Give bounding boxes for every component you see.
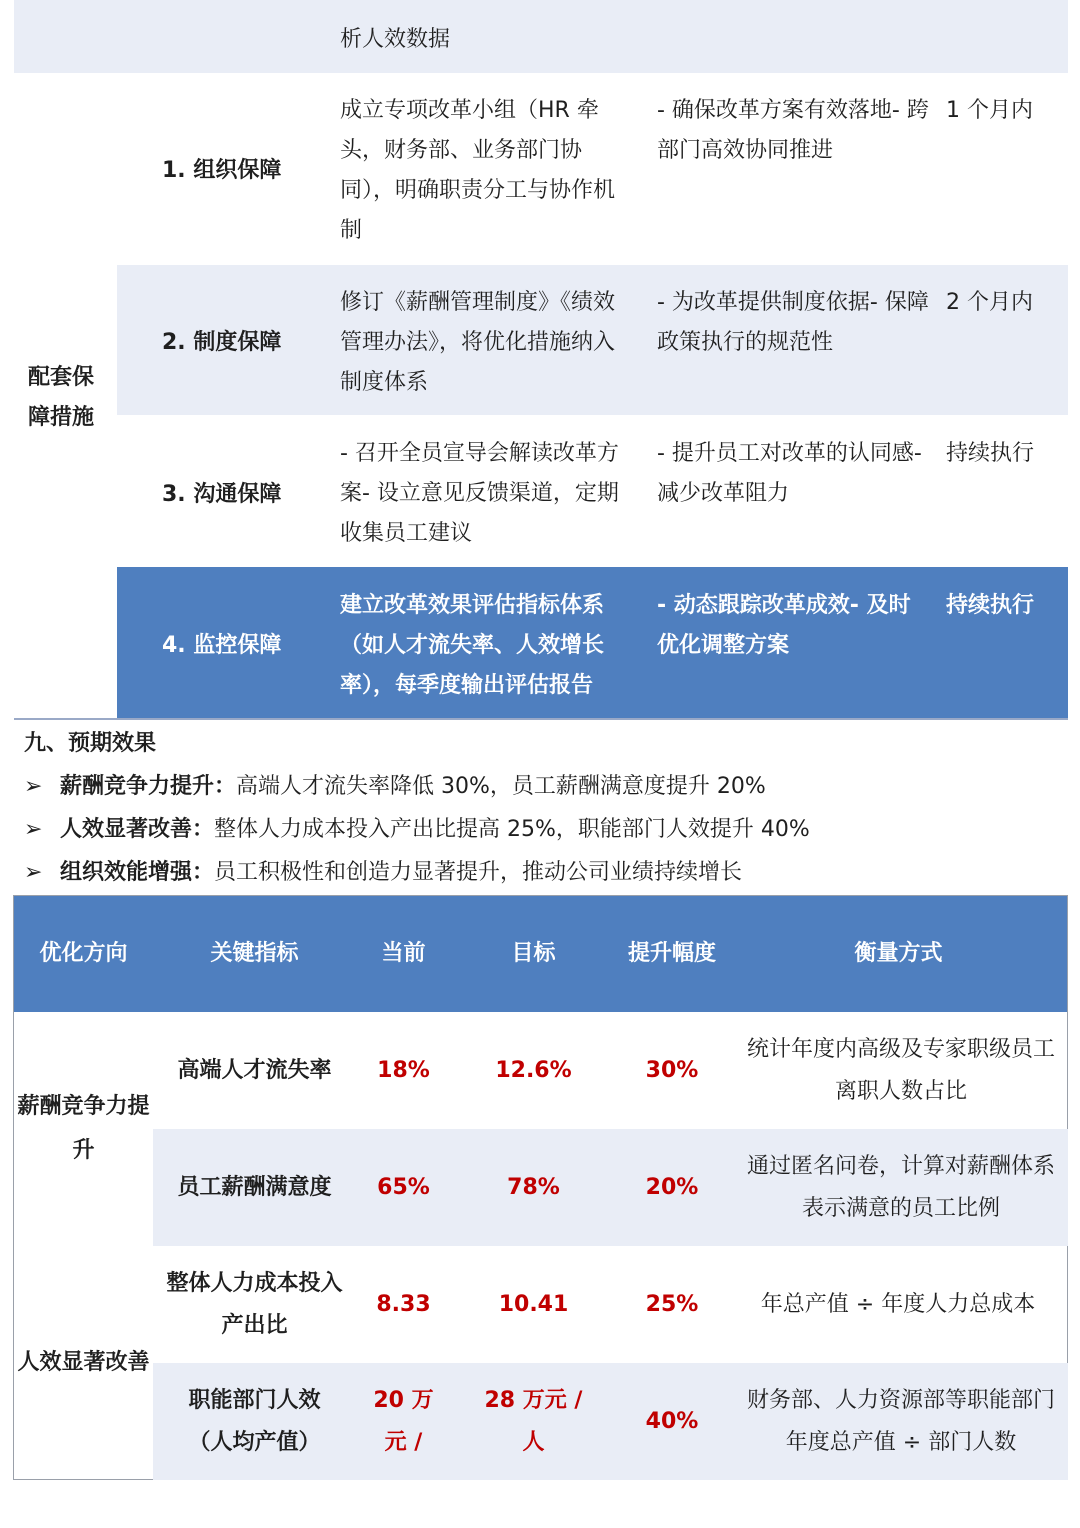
- group-label: 配套保障措施: [28, 365, 95, 430]
- arrow-bullet-icon: ➢: [24, 817, 43, 842]
- bullet-text: 高端人才流失率降低 30%，员工薪酬满意度提升 20%: [236, 774, 766, 799]
- measure-name: 4. 监控保障: [162, 633, 282, 658]
- kpi-cell: 员工薪酬满意度: [177, 1174, 332, 1200]
- list-item: [24, 813, 810, 847]
- target-cell: 78%: [507, 1174, 560, 1200]
- measure-detail: - 召开全员宣导会解读改革方案- 设立意见反馈渠道，定期收集员工建议: [340, 441, 619, 546]
- list-item: [24, 856, 742, 890]
- table-row: [117, 73, 1068, 263]
- kpi-cell: 整体人力成本投入产出比: [166, 1270, 343, 1338]
- current-cell: 8.33: [376, 1291, 431, 1317]
- method-cell: 通过匿名问卷，计算对薪酬体系表示满意的员工比例: [746, 1153, 1055, 1221]
- section-title: 九、预期效果: [24, 731, 157, 756]
- measure-time: 2 个月内: [946, 290, 1033, 315]
- measure-time: 持续执行: [946, 593, 1035, 618]
- measure-time: 1 个月内: [946, 98, 1033, 123]
- bullet-text: 员工积极性和创造力显著提升，推动公司业绩持续增长: [214, 860, 743, 885]
- bullet-key: 人效显著改善：: [60, 817, 215, 842]
- table-continuation-row: [14, 0, 1068, 73]
- bullet-text: 整体人力成本投入产出比提高 25%，职能部门人效提升 40%: [214, 817, 810, 842]
- table-row: [153, 1012, 1068, 1129]
- bullet-key: 组织效能增强：: [60, 860, 215, 885]
- method-cell: 统计年度内高级及专家职级员工离职人数占比: [746, 1036, 1055, 1104]
- kpi-cell: 高端人才流失率: [177, 1057, 332, 1083]
- method-cell: 年总产值 ÷ 年度人力总成本: [760, 1291, 1036, 1317]
- table-row: [153, 1363, 1068, 1480]
- table-row: [117, 265, 1068, 415]
- group-cell: 人效显著改善: [17, 1350, 150, 1375]
- current-cell: 65%: [377, 1174, 430, 1200]
- measure-time: 持续执行: [946, 441, 1035, 466]
- table-row: [117, 415, 1068, 567]
- header-direction: 优化方向: [39, 941, 128, 966]
- measure-detail: 成立专项改革小组（HR 牵头，财务部、业务部门协同），明确职责分工与协作机制: [340, 98, 616, 243]
- arrow-bullet-icon: ➢: [24, 774, 43, 799]
- measure-detail: 修订《薪酬管理制度》《绩效管理办法》，将优化措施纳入制度体系: [340, 290, 616, 395]
- method-cell: 财务部、人力资源部等职能部门年度总产值 ÷ 部门人数: [746, 1387, 1055, 1455]
- measure-goal: - 为改革提供制度依据- 保障政策执行的规范性: [657, 290, 929, 355]
- current-cell: 18%: [377, 1057, 430, 1083]
- lift-cell: 25%: [645, 1291, 699, 1317]
- current-cell: 20 万元 /: [373, 1387, 434, 1455]
- effects-table: [13, 895, 1068, 1480]
- table-row: [153, 1246, 1068, 1363]
- group-cell: 薪酬竞争力提升: [17, 1094, 150, 1163]
- measure-goal: - 提升员工对改革的认同感- 减少改革阻力: [657, 441, 922, 506]
- measure-detail: 建立改革效果评估指标体系（如人才流失率、人效增长率），每季度输出评估报告: [340, 593, 605, 698]
- list-item: [24, 770, 766, 804]
- measure-name: 2. 制度保障: [162, 330, 282, 355]
- header-method: 衡量方式: [854, 941, 943, 966]
- target-cell: 28 万元 / 人: [484, 1387, 583, 1455]
- header-lift: 提升幅度: [628, 941, 717, 966]
- table-header: [14, 896, 1067, 1012]
- measure-goal: - 动态跟踪改革成效- 及时优化调整方案: [657, 593, 911, 658]
- header-kpi: 关键指标: [210, 941, 299, 966]
- measure-goal: - 确保改革方案有效落地- 跨部门高效协同推进: [657, 98, 929, 163]
- measure-name: 3. 沟通保障: [162, 482, 282, 507]
- lift-cell: 40%: [645, 1408, 699, 1434]
- measure-name: 1. 组织保障: [162, 158, 282, 183]
- header-current: 当前: [381, 941, 426, 966]
- table-row-highlighted: [117, 567, 1068, 718]
- bullet-key: 薪酬竞争力提升：: [60, 774, 237, 799]
- table-bottom-border: [14, 718, 1068, 720]
- lift-cell: 20%: [645, 1174, 699, 1200]
- continuation-text: 析人效数据: [340, 27, 451, 52]
- header-target: 目标: [511, 941, 556, 966]
- arrow-bullet-icon: ➢: [24, 860, 43, 885]
- target-cell: 12.6%: [495, 1057, 572, 1083]
- target-cell: 10.41: [498, 1291, 569, 1317]
- kpi-cell: 职能部门人效（人均产值）: [188, 1387, 321, 1455]
- lift-cell: 30%: [645, 1057, 699, 1083]
- table-row: [153, 1129, 1068, 1246]
